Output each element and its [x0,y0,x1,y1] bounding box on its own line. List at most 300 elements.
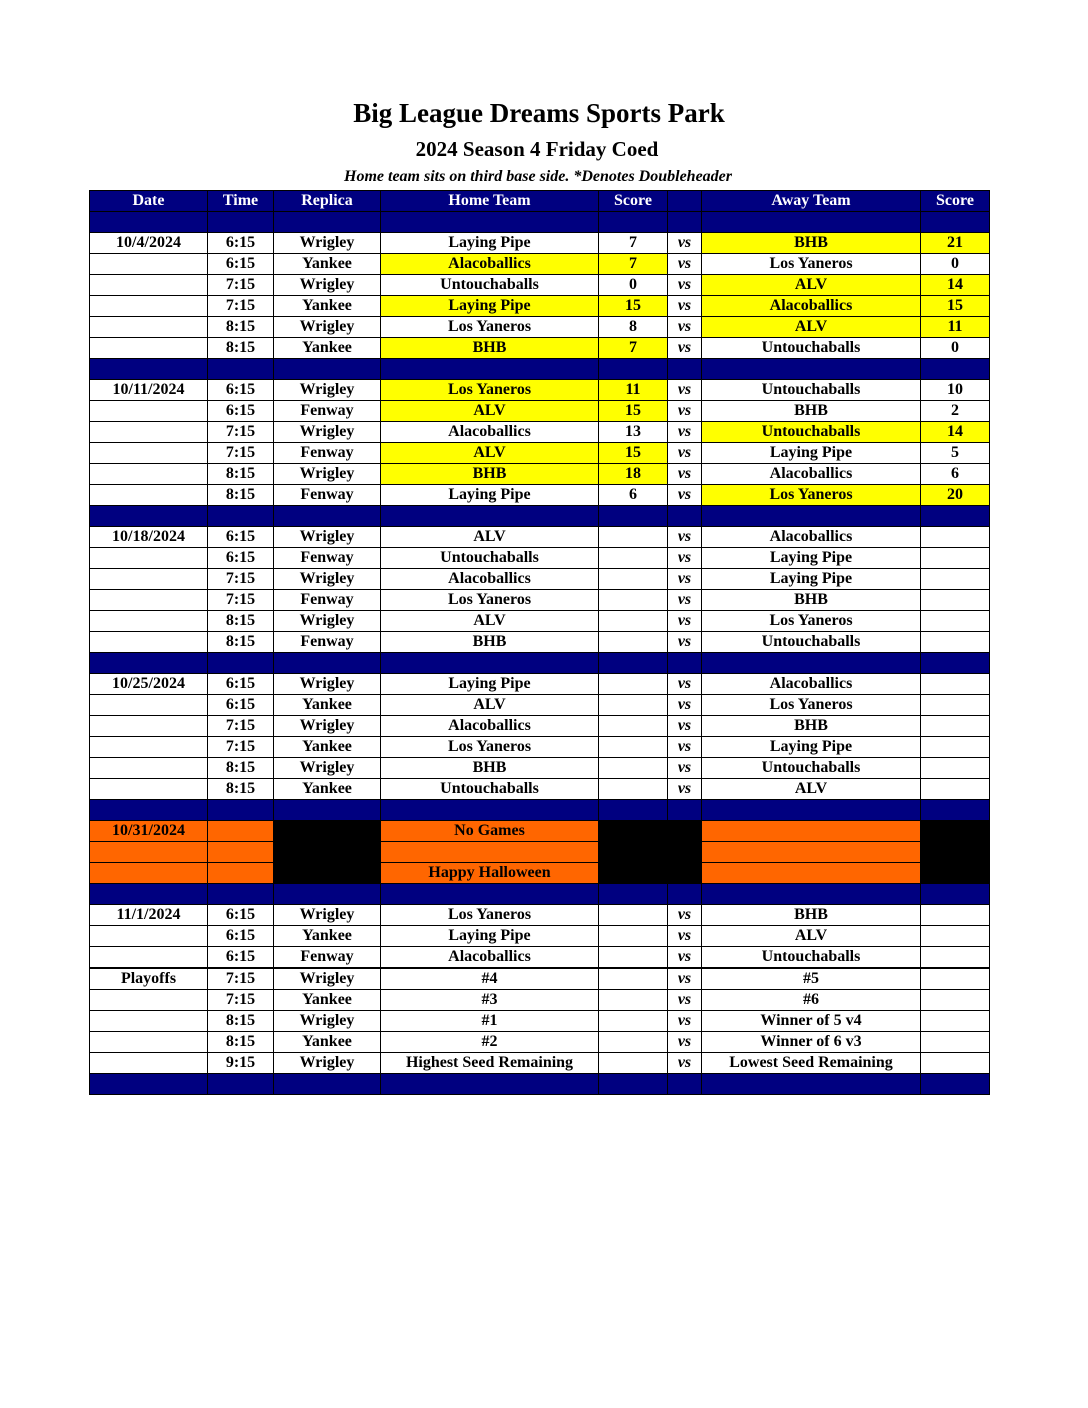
away-score-cell [921,716,990,737]
time-cell: 7:15 [208,569,274,590]
holiday-cell [702,863,921,884]
date-cell: 10/4/2024 [90,233,208,254]
holiday-cell [90,863,208,884]
date-cell [90,758,208,779]
vs-cell: vs [668,968,702,990]
date-cell [90,1032,208,1053]
time-cell: 6:15 [208,233,274,254]
vs-cell: vs [668,611,702,632]
away-team-cell: ALV [702,779,921,800]
away-score-cell [921,737,990,758]
home-score-cell: 0 [599,275,668,296]
time-cell: 8:15 [208,338,274,359]
home-score-cell: 6 [599,485,668,506]
replica-cell: Wrigley [274,275,381,296]
holiday-cell [90,842,208,863]
home-score-cell [599,590,668,611]
col-home-score: Score [599,191,668,212]
col-vs [668,191,702,212]
col-away-team: Away Team [702,191,921,212]
time-cell: 6:15 [208,905,274,926]
home-score-cell [599,1032,668,1053]
time-cell: 8:15 [208,485,274,506]
vs-cell: vs [668,380,702,401]
home-team-cell: Los Yaneros [381,737,599,758]
holiday-cell [208,821,274,842]
time-cell: 8:15 [208,611,274,632]
time-cell: 6:15 [208,695,274,716]
holiday-cell [274,842,381,863]
game-row [90,990,990,1011]
date-cell [90,464,208,485]
away-score-cell: 14 [921,275,990,296]
separator-cell [90,212,208,233]
home-team-cell: Laying Pipe [381,674,599,695]
game-row [90,548,990,569]
date-cell [90,926,208,947]
separator-row [90,1074,990,1095]
replica-cell: Wrigley [274,905,381,926]
date-cell [90,275,208,296]
replica-cell: Yankee [274,296,381,317]
game-row [90,275,990,296]
separator-cell [381,884,599,905]
game-row [90,338,990,359]
holiday-cell [381,842,599,863]
away-score-cell: 6 [921,464,990,485]
away-score-cell [921,674,990,695]
home-team-cell: Laying Pipe [381,926,599,947]
replica-cell: Fenway [274,632,381,653]
separator-cell [90,800,208,821]
holiday-cell [599,863,668,884]
home-score-cell [599,758,668,779]
separator-cell [381,800,599,821]
vs-cell: vs [668,527,702,548]
home-score-cell [599,674,668,695]
date-cell [90,737,208,758]
home-score-cell [599,968,668,990]
separator-row [90,884,990,905]
home-team-cell: Untouchaballs [381,275,599,296]
vs-cell: vs [668,716,702,737]
home-team-cell: Alacoballics [381,716,599,737]
replica-cell: Yankee [274,254,381,275]
home-score-cell: 7 [599,338,668,359]
vs-cell: vs [668,401,702,422]
away-score-cell: 11 [921,317,990,338]
holiday-cell [599,821,668,842]
separator-cell [702,800,921,821]
away-team-cell: Untouchaballs [702,380,921,401]
date-cell [90,338,208,359]
holiday-cell [921,863,990,884]
home-team-cell: Laying Pipe [381,233,599,254]
separator-row [90,800,990,821]
home-score-cell [599,779,668,800]
time-cell: 6:15 [208,527,274,548]
away-team-cell: BHB [702,401,921,422]
separator-cell [702,884,921,905]
vs-cell: vs [668,338,702,359]
time-cell: 7:15 [208,590,274,611]
replica-cell: Yankee [274,737,381,758]
away-team-cell: BHB [702,716,921,737]
vs-cell: vs [668,779,702,800]
game-row [90,947,990,969]
holiday-cell [668,863,702,884]
away-team-cell: #6 [702,990,921,1011]
away-team-cell: Laying Pipe [702,548,921,569]
game-row [90,590,990,611]
separator-cell [702,1074,921,1095]
separator-cell [599,212,668,233]
separator-cell [208,359,274,380]
home-team-cell: Los Yaneros [381,590,599,611]
home-team-cell: ALV [381,443,599,464]
home-team-cell: #1 [381,1011,599,1032]
replica-cell: Wrigley [274,569,381,590]
home-team-cell: BHB [381,464,599,485]
separator-row [90,212,990,233]
away-team-cell: Alacoballics [702,527,921,548]
holiday-cell [668,842,702,863]
vs-cell: vs [668,275,702,296]
col-away-score: Score [921,191,990,212]
away-score-cell: 21 [921,233,990,254]
game-row [90,443,990,464]
home-score-cell [599,990,668,1011]
game-row [90,968,990,990]
vs-cell: vs [668,1032,702,1053]
away-team-cell: Los Yaneros [702,254,921,275]
separator-cell [921,800,990,821]
game-row [90,779,990,800]
vs-cell: vs [668,296,702,317]
game-row [90,569,990,590]
date-cell [90,611,208,632]
home-team-cell: Los Yaneros [381,905,599,926]
replica-cell: Wrigley [274,1053,381,1074]
home-team-cell: Los Yaneros [381,317,599,338]
away-team-cell: BHB [702,905,921,926]
header-row [90,191,990,212]
separator-cell [921,1074,990,1095]
home-score-cell [599,905,668,926]
col-date: Date [90,191,208,212]
replica-cell: Wrigley [274,758,381,779]
home-score-cell [599,716,668,737]
col-replica: Replica [274,191,381,212]
away-score-cell [921,990,990,1011]
game-row [90,527,990,548]
replica-cell: Yankee [274,338,381,359]
home-score-cell: 15 [599,443,668,464]
home-score-cell: 7 [599,254,668,275]
separator-cell [90,653,208,674]
away-team-cell: Laying Pipe [702,737,921,758]
away-team-cell: Untouchaballs [702,338,921,359]
game-row [90,611,990,632]
game-row [90,716,990,737]
home-score-cell: 11 [599,380,668,401]
away-team-cell: Untouchaballs [702,758,921,779]
away-score-cell [921,1011,990,1032]
date-cell [90,695,208,716]
replica-cell: Yankee [274,695,381,716]
away-score-cell: 5 [921,443,990,464]
date-cell: 11/1/2024 [90,905,208,926]
home-team-cell: ALV [381,695,599,716]
home-team-cell: ALV [381,401,599,422]
time-cell: 7:15 [208,422,274,443]
separator-cell [599,359,668,380]
separator-cell [208,884,274,905]
vs-cell: vs [668,548,702,569]
away-team-cell: BHB [702,233,921,254]
away-team-cell: Alacoballics [702,464,921,485]
vs-cell: vs [668,569,702,590]
separator-row [90,506,990,527]
away-team-cell: ALV [702,317,921,338]
date-cell [90,590,208,611]
time-cell: 8:15 [208,758,274,779]
replica-cell: Wrigley [274,527,381,548]
date-cell [90,990,208,1011]
home-score-cell: 7 [599,233,668,254]
holiday-row [90,821,990,842]
separator-cell [668,212,702,233]
home-team-cell: Alacoballics [381,422,599,443]
away-team-cell: Laying Pipe [702,443,921,464]
away-team-cell: ALV [702,275,921,296]
away-team-cell: ALV [702,926,921,947]
time-cell: 9:15 [208,1053,274,1074]
time-cell: 8:15 [208,1032,274,1053]
vs-cell: vs [668,422,702,443]
holiday-cell [668,821,702,842]
away-score-cell [921,611,990,632]
holiday-cell [208,842,274,863]
home-team-cell: #4 [381,968,599,990]
home-score-cell [599,611,668,632]
replica-cell: Wrigley [274,1011,381,1032]
home-score-cell [599,569,668,590]
away-team-cell: Lowest Seed Remaining [702,1053,921,1074]
home-team-cell: Los Yaneros [381,380,599,401]
vs-cell: vs [668,737,702,758]
home-score-cell: 13 [599,422,668,443]
away-team-cell: Los Yaneros [702,485,921,506]
home-team-cell: BHB [381,758,599,779]
holiday-date-cell: 10/31/2024 [90,821,208,842]
vs-cell: vs [668,674,702,695]
vs-cell: vs [668,926,702,947]
away-score-cell [921,758,990,779]
time-cell: 7:15 [208,716,274,737]
separator-cell [208,212,274,233]
separator-cell [599,1074,668,1095]
home-team-cell: Laying Pipe [381,485,599,506]
replica-cell: Fenway [274,443,381,464]
replica-cell: Wrigley [274,611,381,632]
game-row [90,737,990,758]
schedule-table [89,190,990,1095]
vs-cell: vs [668,905,702,926]
separator-cell [208,653,274,674]
date-cell: 10/11/2024 [90,380,208,401]
home-team-cell: BHB [381,632,599,653]
away-score-cell [921,590,990,611]
game-row [90,632,990,653]
home-score-cell: 15 [599,401,668,422]
away-score-cell: 10 [921,380,990,401]
game-row [90,485,990,506]
separator-cell [599,506,668,527]
date-cell [90,1053,208,1074]
away-score-cell [921,1053,990,1074]
separator-cell [702,653,921,674]
replica-cell: Wrigley [274,968,381,990]
home-team-cell: Untouchaballs [381,779,599,800]
time-cell: 7:15 [208,443,274,464]
holiday-cell [208,863,274,884]
replica-cell: Yankee [274,990,381,1011]
away-team-cell: Los Yaneros [702,611,921,632]
replica-cell: Wrigley [274,422,381,443]
separator-cell [274,212,381,233]
separator-cell [208,800,274,821]
home-team-cell: Untouchaballs [381,548,599,569]
separator-cell [668,506,702,527]
separator-cell [921,506,990,527]
separator-cell [668,359,702,380]
vs-cell: vs [668,947,702,969]
time-cell: 6:15 [208,548,274,569]
holiday-greeting-cell: Happy Halloween [381,863,599,884]
separator-cell [599,800,668,821]
home-team-cell: Alacoballics [381,254,599,275]
game-row [90,1032,990,1053]
home-team-cell: Alacoballics [381,947,599,969]
away-team-cell: #5 [702,968,921,990]
holiday-cell [599,842,668,863]
replica-cell: Fenway [274,485,381,506]
replica-cell: Yankee [274,1032,381,1053]
date-cell [90,401,208,422]
game-row [90,1053,990,1074]
separator-cell [381,1074,599,1095]
separator-cell [381,212,599,233]
vs-cell: vs [668,317,702,338]
replica-cell: Yankee [274,779,381,800]
vs-cell: vs [668,758,702,779]
away-score-cell [921,779,990,800]
holiday-message-cell: No Games [381,821,599,842]
col-time: Time [208,191,274,212]
vs-cell: vs [668,443,702,464]
separator-cell [668,1074,702,1095]
time-cell: 7:15 [208,968,274,990]
separator-row [90,359,990,380]
date-cell [90,779,208,800]
date-cell [90,443,208,464]
replica-cell: Wrigley [274,674,381,695]
away-score-cell [921,632,990,653]
vs-cell: vs [668,464,702,485]
home-team-cell: BHB [381,338,599,359]
time-cell: 8:15 [208,317,274,338]
away-score-cell: 2 [921,401,990,422]
holiday-cell [921,842,990,863]
away-score-cell [921,695,990,716]
away-team-cell: Winner of 6 v3 [702,1032,921,1053]
away-team-cell: Untouchaballs [702,947,921,969]
separator-cell [274,359,381,380]
time-cell: 6:15 [208,254,274,275]
home-score-cell: 8 [599,317,668,338]
away-team-cell: Laying Pipe [702,569,921,590]
home-score-cell [599,1011,668,1032]
page-title: Big League Dreams Sports Park [353,98,725,128]
separator-cell [381,506,599,527]
separator-cell [381,359,599,380]
game-row [90,758,990,779]
vs-cell: vs [668,254,702,275]
separator-cell [702,212,921,233]
date-cell: 10/25/2024 [90,674,208,695]
replica-cell: Fenway [274,401,381,422]
away-score-cell [921,947,990,969]
separator-cell [599,653,668,674]
away-score-cell: 0 [921,338,990,359]
time-cell: 7:15 [208,296,274,317]
separator-cell [274,884,381,905]
date-cell: 10/18/2024 [90,527,208,548]
time-cell: 6:15 [208,380,274,401]
time-cell: 6:15 [208,401,274,422]
away-score-cell: 15 [921,296,990,317]
separator-cell [668,884,702,905]
date-cell [90,1011,208,1032]
holiday-cell [702,842,921,863]
home-team-cell: Alacoballics [381,569,599,590]
holiday-cell [702,821,921,842]
away-team-cell: Winner of 5 v4 [702,1011,921,1032]
away-score-cell: 0 [921,254,990,275]
season-subtitle: 2024 Season 4 Friday Coed [415,137,659,161]
home-team-cell: ALV [381,527,599,548]
game-row [90,401,990,422]
home-score-cell: 15 [599,296,668,317]
time-cell: 7:15 [208,990,274,1011]
holiday-cell [921,821,990,842]
time-cell: 6:15 [208,926,274,947]
game-row [90,233,990,254]
home-score-cell [599,737,668,758]
away-team-cell: Alacoballics [702,296,921,317]
away-score-cell [921,926,990,947]
date-cell [90,569,208,590]
time-cell: 8:15 [208,1011,274,1032]
date-cell [90,422,208,443]
replica-cell: Yankee [274,926,381,947]
game-row [90,926,990,947]
home-team-cell: #2 [381,1032,599,1053]
home-score-cell [599,527,668,548]
game-row [90,380,990,401]
separator-cell [274,506,381,527]
